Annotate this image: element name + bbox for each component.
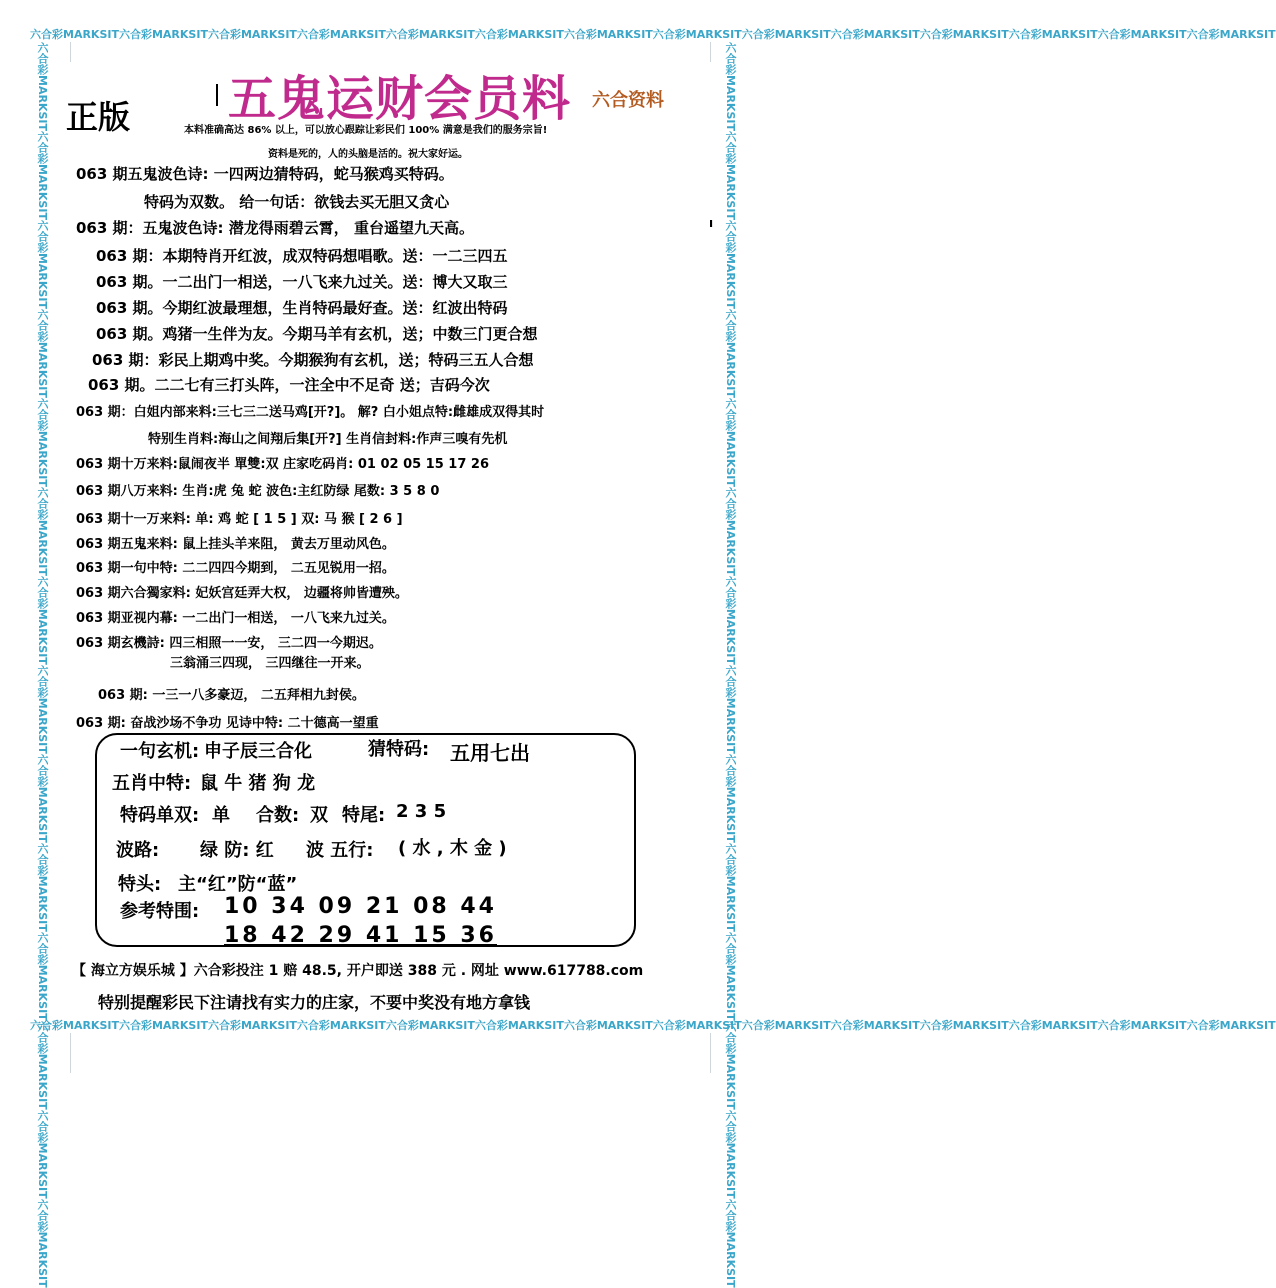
- title-divider: [216, 84, 218, 106]
- text-line: 063 期五鬼来料: 鼠上挂头羊来阻， 黄去万里动风色。: [76, 537, 395, 552]
- odd-even-label: 特码单双:: [120, 805, 200, 826]
- tail-label: 特尾:: [342, 805, 386, 826]
- five-zodiac-value: 鼠 牛 猪 狗 龙: [200, 773, 316, 794]
- text-line: 063 期。一二出门一相送，一八飞来九过关。送：博大又取三: [96, 273, 508, 291]
- border-left-strip: 六合彩MARKSIT六合彩MARKSIT六合彩MARKSIT六合彩MARKSIT六合彩MARKSIT六合彩MARKSIT六合彩MARKSIT六合彩MARKSIT六合彩MARKSIT六合彩MARKSIT六合彩MARKSIT六合彩MARKSIT六合彩MARKSIT六合彩MARKSIT: [36, 42, 49, 1288]
- text-line: 063 期八万来料: 生肖:虎 兔 蛇 波色:主红防绿 尾数: 3 5 8 0: [76, 484, 440, 499]
- text-line: 063 期亚视内幕: 一二出门一相送， 一八飞来九过关。: [76, 611, 395, 626]
- crop-mark: [710, 1033, 711, 1073]
- text-line: 063 期。鸡猪一生伴为友。今期马羊有玄机，送；中数三门更合想: [96, 325, 538, 343]
- head-label: 特头:: [118, 874, 162, 895]
- text-line: 063 期：本期特肖开红波，成双特码想唱歌。送：一二三四五: [96, 247, 508, 265]
- text-line: 063 期十一万来料: 单: 鸡 蛇 [ 1 5 ] 双: 马 猴 [ 2 6 ]: [76, 512, 403, 527]
- intro-line-1: 本料准确高达 86% 以上，可以放心跟踪让彩民们 100% 满意是我们的服务宗旨!: [184, 125, 548, 136]
- text-line: 063 期：彩民上期鸡中奖。今期猴狗有玄机，送；特码三五人合想: [92, 351, 534, 369]
- tail-value: 2 3 5: [396, 801, 447, 822]
- hint-value: 申子辰三合化: [204, 741, 312, 762]
- wave-value: 绿 防: 红: [200, 840, 274, 861]
- text-line: 063 期玄機詩: 四三相照一一安， 三二四一今期迟。: [76, 636, 382, 651]
- odd-even-value: 单: [212, 805, 230, 826]
- text-line: 063 期一句中特: 二二四四今期到， 二五见锐用一招。: [76, 561, 395, 576]
- text-line: 063 期六合獨家料: 妃妖宫廷弄大权， 边疆将帅皆遭殃。: [76, 586, 408, 601]
- crop-mark: [710, 42, 711, 62]
- intro-line-2: 资料是死的，人的头脑是活的。祝大家好运。: [268, 149, 468, 160]
- page-subtitle: 六合资料: [592, 90, 664, 111]
- text-line: 特别生肖料:海山之间翔后集[开?] 生肖信封料:作声三嗅有先机: [148, 432, 508, 447]
- text-line: 063 期。今期红波最理想，生肖特码最好查。送：红波出特码: [96, 299, 508, 317]
- reference-numbers-row-1: 10 34 09 21 08 44: [224, 894, 497, 919]
- hint-label: 一句玄机:: [120, 741, 200, 762]
- authentic-badge: 正版: [66, 98, 131, 136]
- text-line: 特码为双数。 给一句话：欲钱去买无胆又贪心: [144, 193, 450, 211]
- text-line: 063 期：五鬼波色诗: 潜龙得雨碧云霄， 重台遥望九天高。: [76, 219, 474, 237]
- text-line: 063 期五鬼波色诗: 一四两边猜特码，蛇马猴鸡买特码。: [76, 165, 454, 183]
- advertisement-line: 【 海立方娱乐城 】六合彩投注 1 赔 48.5, 开户即送 388 元 . 网址 www.617788.com: [72, 963, 644, 979]
- sum-label: 合数:: [256, 805, 300, 826]
- element-label: 波 五行:: [306, 840, 374, 861]
- five-zodiac-label: 五肖中特:: [112, 773, 192, 794]
- text-line: 063 期。二二七有三打头阵，一注全中不足奇 送；吉码今次: [88, 376, 490, 394]
- reference-label: 参考特围:: [120, 901, 200, 922]
- warning-line: 特别提醒彩民下注请找有实力的庄家，不要中奖没有地方拿钱: [98, 993, 531, 1012]
- text-line: 063 期：白姐内部来料:三七三二送马鸡[开?]。 解? 白小姐点特:雌雄成双得其时: [76, 405, 545, 420]
- head-value: 主“红”防“蓝”: [178, 874, 298, 895]
- text-line: 063 期: 奋战沙场不争功 见诗中特: 二十德高一望重: [76, 716, 379, 731]
- crop-mark: [70, 42, 71, 62]
- crop-mark: [70, 1033, 71, 1073]
- element-value: ( 水 , 木 金 ): [398, 838, 507, 859]
- reference-numbers-row-2: 18 42 29 41 15 36: [224, 923, 497, 948]
- guess-label: 猜特码:: [368, 739, 430, 760]
- page-title: 五鬼运财会员料: [228, 71, 572, 127]
- stray-mark: ı: [709, 216, 714, 230]
- border-bottom-strip: 六合彩MARKSIT六合彩MARKSIT六合彩MARKSIT六合彩MARKSIT六合彩MARKSIT六合彩MARKSIT六合彩MARKSIT六合彩MARKSIT六合彩MARKSIT六合彩MARKSIT六合彩MARKSIT六合彩MARKSIT六合彩MARKSIT六合彩MARKSIT: [30, 1019, 1276, 1032]
- border-right-strip: 六合彩MARKSIT六合彩MARKSIT六合彩MARKSIT六合彩MARKSIT六合彩MARKSIT六合彩MARKSIT六合彩MARKSIT六合彩MARKSIT六合彩MARKSIT六合彩MARKSIT六合彩MARKSIT六合彩MARKSIT六合彩MARKSIT六合彩MARKSIT: [724, 42, 737, 1288]
- text-line: 063 期: 一三一八多豪迈， 二五拜相九封侯。: [98, 688, 365, 703]
- wave-label: 波路:: [116, 840, 160, 861]
- text-line: 三翁涌三四现， 三四继往一开来。: [170, 656, 370, 671]
- text-line: 063 期十万来料:鼠闹夜半 單雙:双 庄家吃码肖: 01 02 05 15 17 26: [76, 457, 490, 472]
- guess-value: 五用七出: [450, 741, 530, 765]
- sum-value: 双: [310, 805, 328, 826]
- border-top-strip: 六合彩MARKSIT六合彩MARKSIT六合彩MARKSIT六合彩MARKSIT六合彩MARKSIT六合彩MARKSIT六合彩MARKSIT六合彩MARKSIT六合彩MARKSIT六合彩MARKSIT六合彩MARKSIT六合彩MARKSIT六合彩MARKSIT六合彩MARKSIT: [30, 28, 1276, 41]
